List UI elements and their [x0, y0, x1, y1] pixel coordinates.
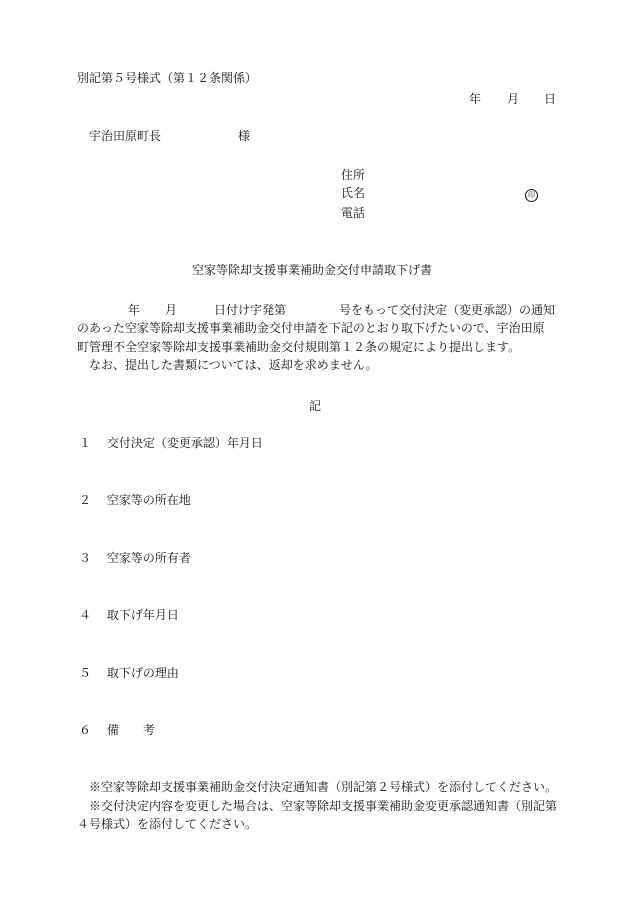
item-label: 空家等の所有者 [106, 551, 191, 565]
item-label: 取下げの理由 [106, 666, 179, 680]
addressee: 宇治田原町長 [89, 129, 162, 143]
list-item-3 [77, 550, 191, 566]
address-label: 住所 [341, 168, 366, 182]
body-line2: のあった空家等除却支援事業補助金交付申請を下記のとおり取下げたいので、宇治田原 [77, 321, 545, 335]
body-month: 月 [165, 303, 178, 317]
name-label: 氏名 [341, 186, 366, 200]
item-number: ２ [79, 493, 92, 507]
phone-label: 電話 [341, 206, 366, 220]
date-year-label: 年 [469, 92, 482, 106]
list-item-2 [77, 492, 191, 508]
body-line1-suffix: 号をもって交付決定（変更承認）の通知 [339, 303, 556, 317]
item-number: １ [79, 436, 92, 450]
body-day-prefix: 日付け宇発第 [214, 303, 287, 317]
item-label: 交付決定（変更承認）年月日 [106, 436, 263, 450]
note-1: ※空家等除却支援事業補助金交付決定通知書（別記第２号様式）を添付してください。 [89, 780, 558, 794]
item-number: ５ [79, 666, 92, 680]
note-2: ※交付決定内容を変更した場合は、空家等除却支援事業補助金変更承認通知書（別記第４号様式）を添付してください。 [77, 799, 558, 831]
list-item-1 [77, 435, 263, 451]
seal-mark [525, 185, 538, 202]
item-number: ３ [79, 551, 92, 565]
item-label: 備 考 [106, 723, 155, 737]
date-month-label: 月 [507, 92, 520, 106]
item-number: ６ [79, 723, 92, 737]
body-year: 年 [128, 303, 141, 317]
item-label: 空家等の所在地 [106, 493, 191, 507]
list-item-5 [77, 665, 179, 681]
body-line4: なお、提出した書類については、返却を求めません。 [89, 358, 378, 372]
document-title: 空家等除却支援事業補助金交付申請取下げ書 [192, 263, 433, 277]
item-label: 取下げ年月日 [106, 608, 179, 622]
seal-icon: 印 [525, 189, 538, 202]
list-item-6 [77, 722, 155, 738]
list-item-4 [77, 607, 179, 623]
ki-heading: 記 [309, 399, 322, 413]
addressee-suffix: 様 [238, 129, 251, 143]
form-number: 別記第５号様式（第１２条関係） [77, 71, 258, 85]
body-line3: 町管理不全空家等除却支援事業補助金交付規則第１２条の規定により提出します。 [77, 340, 521, 354]
item-number: ４ [79, 608, 92, 622]
date-day-label: 日 [544, 92, 557, 106]
